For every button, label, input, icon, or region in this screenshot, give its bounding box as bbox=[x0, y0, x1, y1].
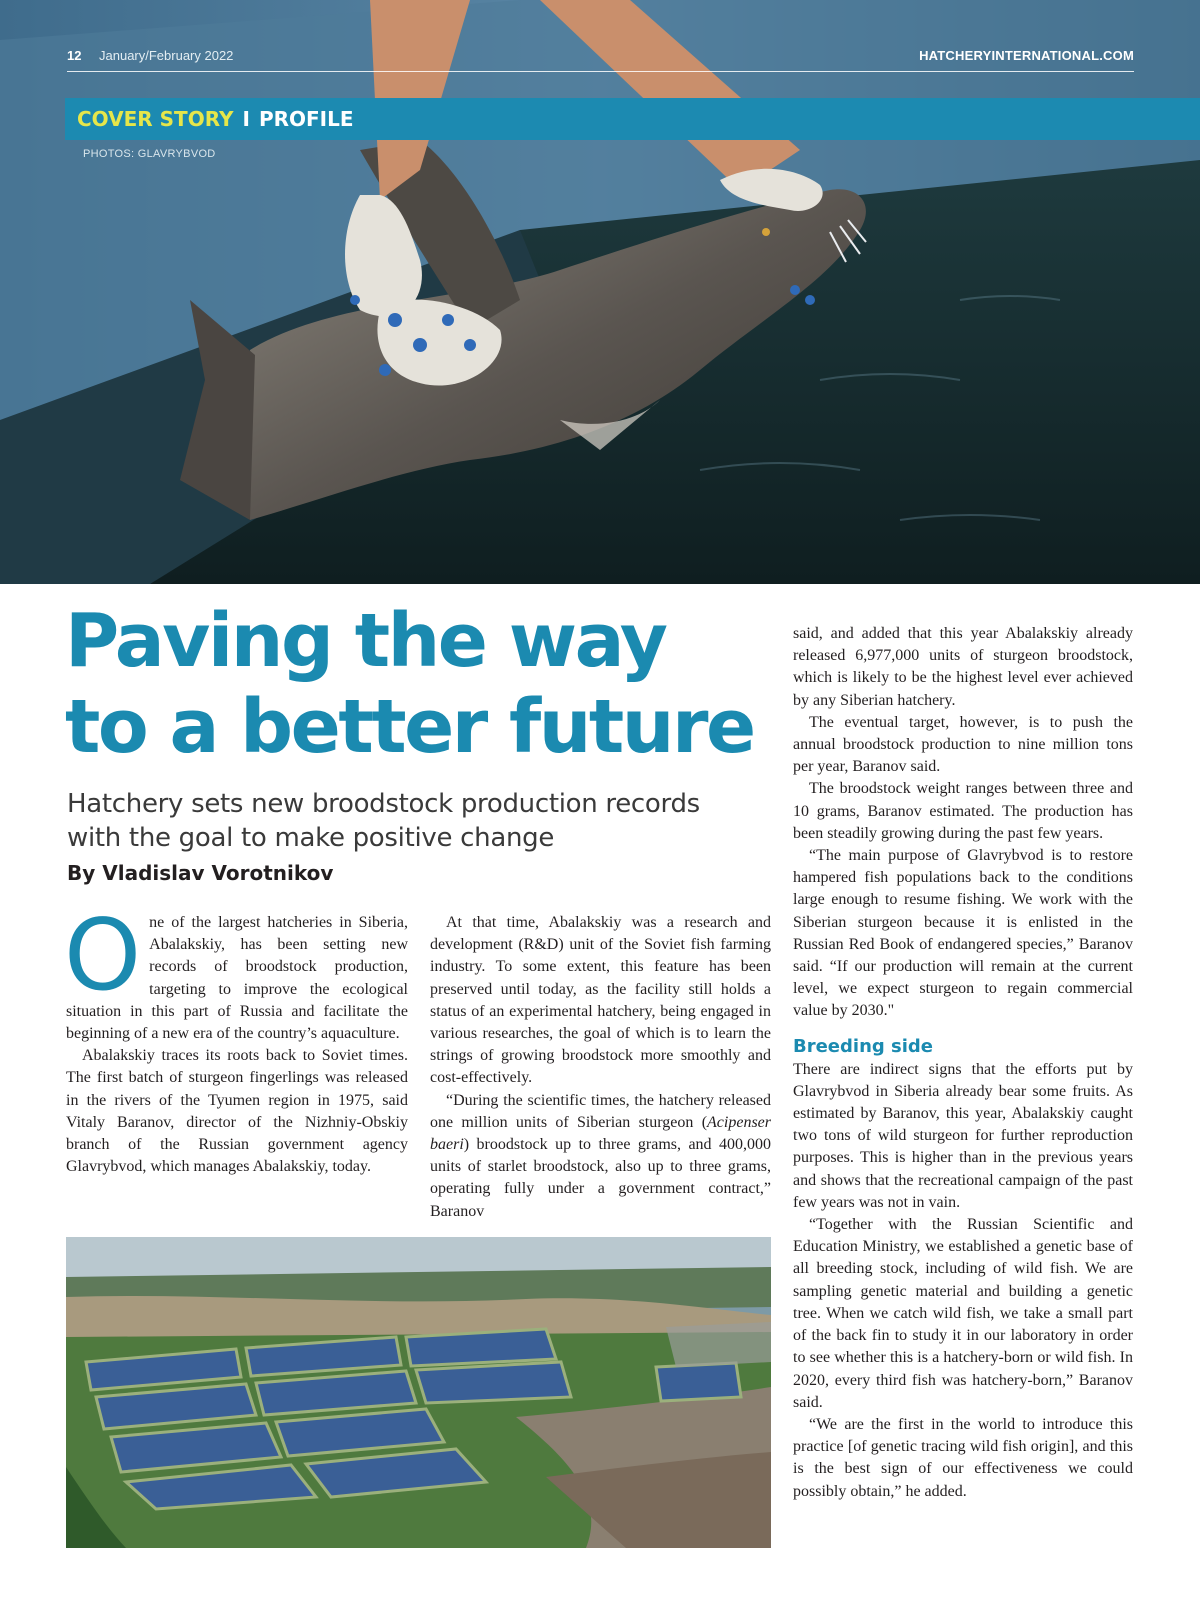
paragraph: At that time, Abalakskiy was a research and development (R&D) unit of the Soviet fish farming industry. To some extent, this feature has been preserved until today, as the facility still holds a status of an experimental hatchery, being engaged in various researches, the goal of which is to learn the strings of growing broodstock more smoothly and cost-effectively. bbox=[430, 914, 771, 1087]
paragraph-intro bbox=[64, 899, 408, 1045]
section-label-profile: PROFILE bbox=[258, 107, 354, 131]
hero-photo-sturgeon bbox=[0, 0, 1200, 584]
paragraph: “We are the first in the world to introduce this practice [of genetic tracing wild fish origin], and this is the best sign of our effectiveness we could possibly obtain,” he added. bbox=[793, 1415, 1133, 1500]
drop-cap: O bbox=[64, 899, 142, 1013]
paragraph: said, and added that this year Abalakskiy already released 6,977,000 units of sturgeon broodstock, which is likely to be the highest level ever achieved by any Siberian hatchery. bbox=[793, 625, 1133, 709]
aerial-photo-illustration bbox=[66, 1237, 771, 1548]
section-label-cover-story: COVER STORY bbox=[77, 107, 234, 131]
paragraph-text: “During the scientific times, the hatchery released one million units of Siberian sturgeon ( bbox=[430, 1091, 771, 1131]
paragraph: “The main purpose of Glavrybvod is to restore hampered fish populations back to the conditions large enough to resume fishing. We work with the Siberian sturgeon because it is enlisted in the Russian Red Book of endangered species,” Baranov said. “If our production will remain at the current level, we expect sturgeon to regain commercial value by 2030." bbox=[793, 847, 1133, 1020]
section-banner bbox=[65, 98, 1200, 140]
article-deck-line-2: with the goal to make positive change bbox=[67, 823, 555, 853]
species-name: Acipenser baeri bbox=[430, 1113, 771, 1154]
paragraph-intro-text: ne of the largest hatcheries in Siberia, Abalakskiy, has been setting new records of broodstock production, targeting to improve the ecological situation in this part of Russia and facilitate the beginning of a new era of the country’s aquaculture. bbox=[66, 914, 408, 1043]
page-header bbox=[67, 44, 1134, 72]
article-deck bbox=[67, 787, 767, 855]
page-number: 12 bbox=[67, 48, 82, 63]
article-column-2 bbox=[430, 912, 771, 1223]
article-column-1 bbox=[64, 899, 408, 1178]
aerial-photo-hatchery-ponds bbox=[66, 1237, 771, 1548]
article-column-3 bbox=[793, 623, 1133, 1503]
article-byline: By Vladislav Vorotnikov bbox=[67, 861, 334, 885]
paragraph: Abalakskiy traces its roots back to Soviet times. The first batch of sturgeon fingerlings was released in the rivers of the Tyumen region in 1975, said Vitaly Baranov, director of the Nizhniy-Obskiy branch of the Russian government agency Glavrybvod, which manages Abalakskiy, today. bbox=[66, 1047, 408, 1176]
hero-photo-illustration bbox=[0, 0, 1200, 584]
issue-date: January/February 2022 bbox=[99, 48, 234, 63]
article-title-line-1: Paving the way bbox=[65, 598, 666, 684]
photo-credit: PHOTOS: GLAVRYBVOD bbox=[83, 148, 216, 160]
article-title bbox=[65, 598, 765, 770]
article-deck-line-1: Hatchery sets new broodstock production records bbox=[67, 789, 700, 819]
website-link[interactable]: HATCHERYINTERNATIONAL.COM bbox=[919, 48, 1134, 63]
section-separator: I bbox=[242, 107, 250, 131]
paragraph: The broodstock weight ranges between three and 10 grams, Baranov estimated. The production has been steadily growing during the past few years. bbox=[793, 780, 1133, 842]
paragraph: There are indirect signs that the efforts put by Glavrybvod in Siberia already bear some fruits. As estimated by Baranov, this year, Abalakskiy caught two tons of wild sturgeon for further reproduction purposes. This is higher than in the previous years and shows that the recreational campaign of the past few years was not in vain. bbox=[793, 1060, 1133, 1211]
paragraph bbox=[430, 1090, 771, 1223]
paragraph: The eventual target, however, is to push the annual broodstock production to nine million tons per year, Baranov said. bbox=[793, 713, 1133, 776]
paragraph-text: ) broodstock up to three grams, and 400,000 units of starlet broodstock, also up to three grams, operating fully under a government contract,” Baranov bbox=[430, 1136, 771, 1220]
subheading-breeding-side: Breeding side bbox=[793, 1035, 934, 1057]
article-title-line-2: to a better future bbox=[65, 684, 754, 770]
paragraph: “Together with the Russian Scientific and Education Ministry, we established a genetic base of all breeding stock, including of wild fish. We are sampling genetic material and building a genetic tree. When we catch wild fish, we take a small part of the back fin to study it in our laboratory in order to see whether this is a hatchery-born or wild fish. In 2020, every third fish was hatchery-born,” Baranov said. bbox=[793, 1216, 1133, 1411]
